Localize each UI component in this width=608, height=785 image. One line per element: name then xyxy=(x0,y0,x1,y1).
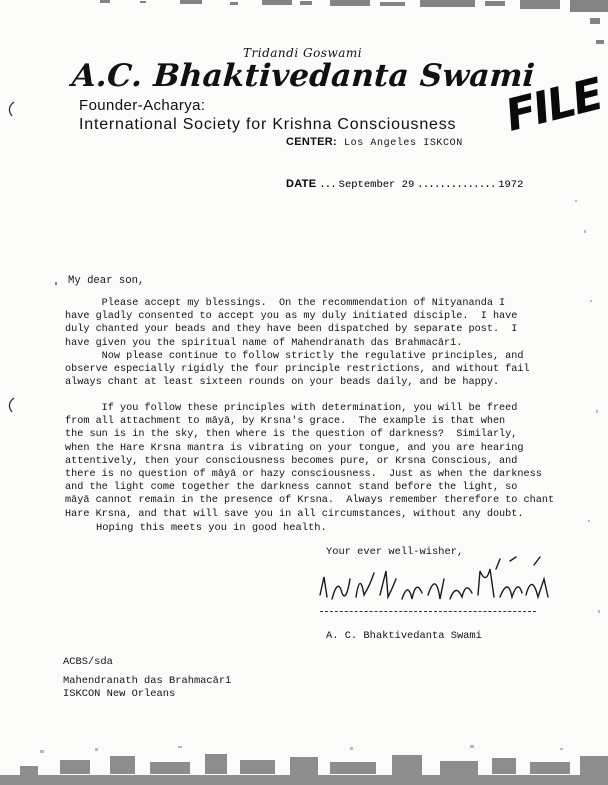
paragraph-determination xyxy=(65,402,565,521)
body-line: from all attachment to māyā, by Krsna's grace. The example is that when xyxy=(65,416,506,428)
date-label: DATE xyxy=(286,178,317,190)
body-line: and the light come together the darkness cannot stand before the light, so xyxy=(65,482,518,494)
paragraph-blessings xyxy=(65,297,565,350)
letterhead-title: Tridandi Goswami xyxy=(243,46,363,60)
body-line: always chant at least sixteen rounds on your beads daily, and be happy. xyxy=(65,377,500,389)
letterhead-founder: Founder-Acharya: xyxy=(79,97,206,114)
letterhead-name: A.C. Bhaktivedanta Swami xyxy=(70,58,536,94)
paragraph-principles xyxy=(65,350,565,390)
body-line: Please accept my blessings. On the recommendation of Nityananda I xyxy=(65,298,506,309)
signature-rule xyxy=(320,611,536,612)
recipient-block xyxy=(63,675,231,701)
date-trailer: .............. xyxy=(417,179,496,191)
handwritten-signature xyxy=(310,555,570,615)
body-line: Now please continue to follow strictly the regulative principles, and xyxy=(65,351,524,362)
date-leader: ... xyxy=(319,179,336,191)
reference-initials: ACBS/sda xyxy=(63,656,113,668)
salutation: My dear son, xyxy=(68,275,145,287)
body-line: the sun is in the sky, then where is the question of darkness? Similarly, xyxy=(65,429,518,441)
recipient-location: ISKCON New Orleans xyxy=(63,688,176,700)
body-line: have gladly consented to accept you as my duly initiated disciple. I have xyxy=(65,311,518,323)
center-value: Los Angeles ISKCON xyxy=(344,138,463,149)
body-line: attentively, then your consciousness becomes pure, or Krsna Conscious, and xyxy=(65,455,518,467)
body-line: have given you the spiritual name of Mahendranath das Brahmacārī. xyxy=(65,337,463,349)
closing-line: Hoping this meets you in good health. xyxy=(96,522,327,534)
body-line: If you follow these principles with determination, you will be freed xyxy=(65,403,518,414)
date-year: 1972 xyxy=(498,179,524,191)
recipient-name: Mahendranath das Brahmacārī xyxy=(63,675,232,687)
date-value: September 29 xyxy=(338,179,415,191)
body-line: there is no question of māyā or hazy consciousness. Just as when the darkness xyxy=(65,469,542,481)
date-line xyxy=(286,178,523,191)
body-line: Hare Krsna, and that will save you in all circumstances, without any doubt. xyxy=(65,508,524,520)
body-line: when the Hare Krsna mantra is vibrating on your tongue, and you are hearing xyxy=(65,442,524,454)
body-line: duly chanted your beads and they have been dispatched by separate post. I xyxy=(65,324,518,336)
body-line: observe especially rigidly the four principle restrictions, and without fail xyxy=(65,364,530,376)
center-label: CENTER: xyxy=(286,136,337,148)
body-line: māyā cannot remain in the presence of Krsna. Always remember therefore to chant xyxy=(65,495,555,507)
letterhead-society: International Society for Krishna Consciousness xyxy=(79,116,457,133)
valediction: Your ever well-wisher, xyxy=(326,546,464,558)
signer-name: A. C. Bhaktivedanta Swami xyxy=(326,630,482,642)
file-stamp: FILE xyxy=(504,67,602,144)
